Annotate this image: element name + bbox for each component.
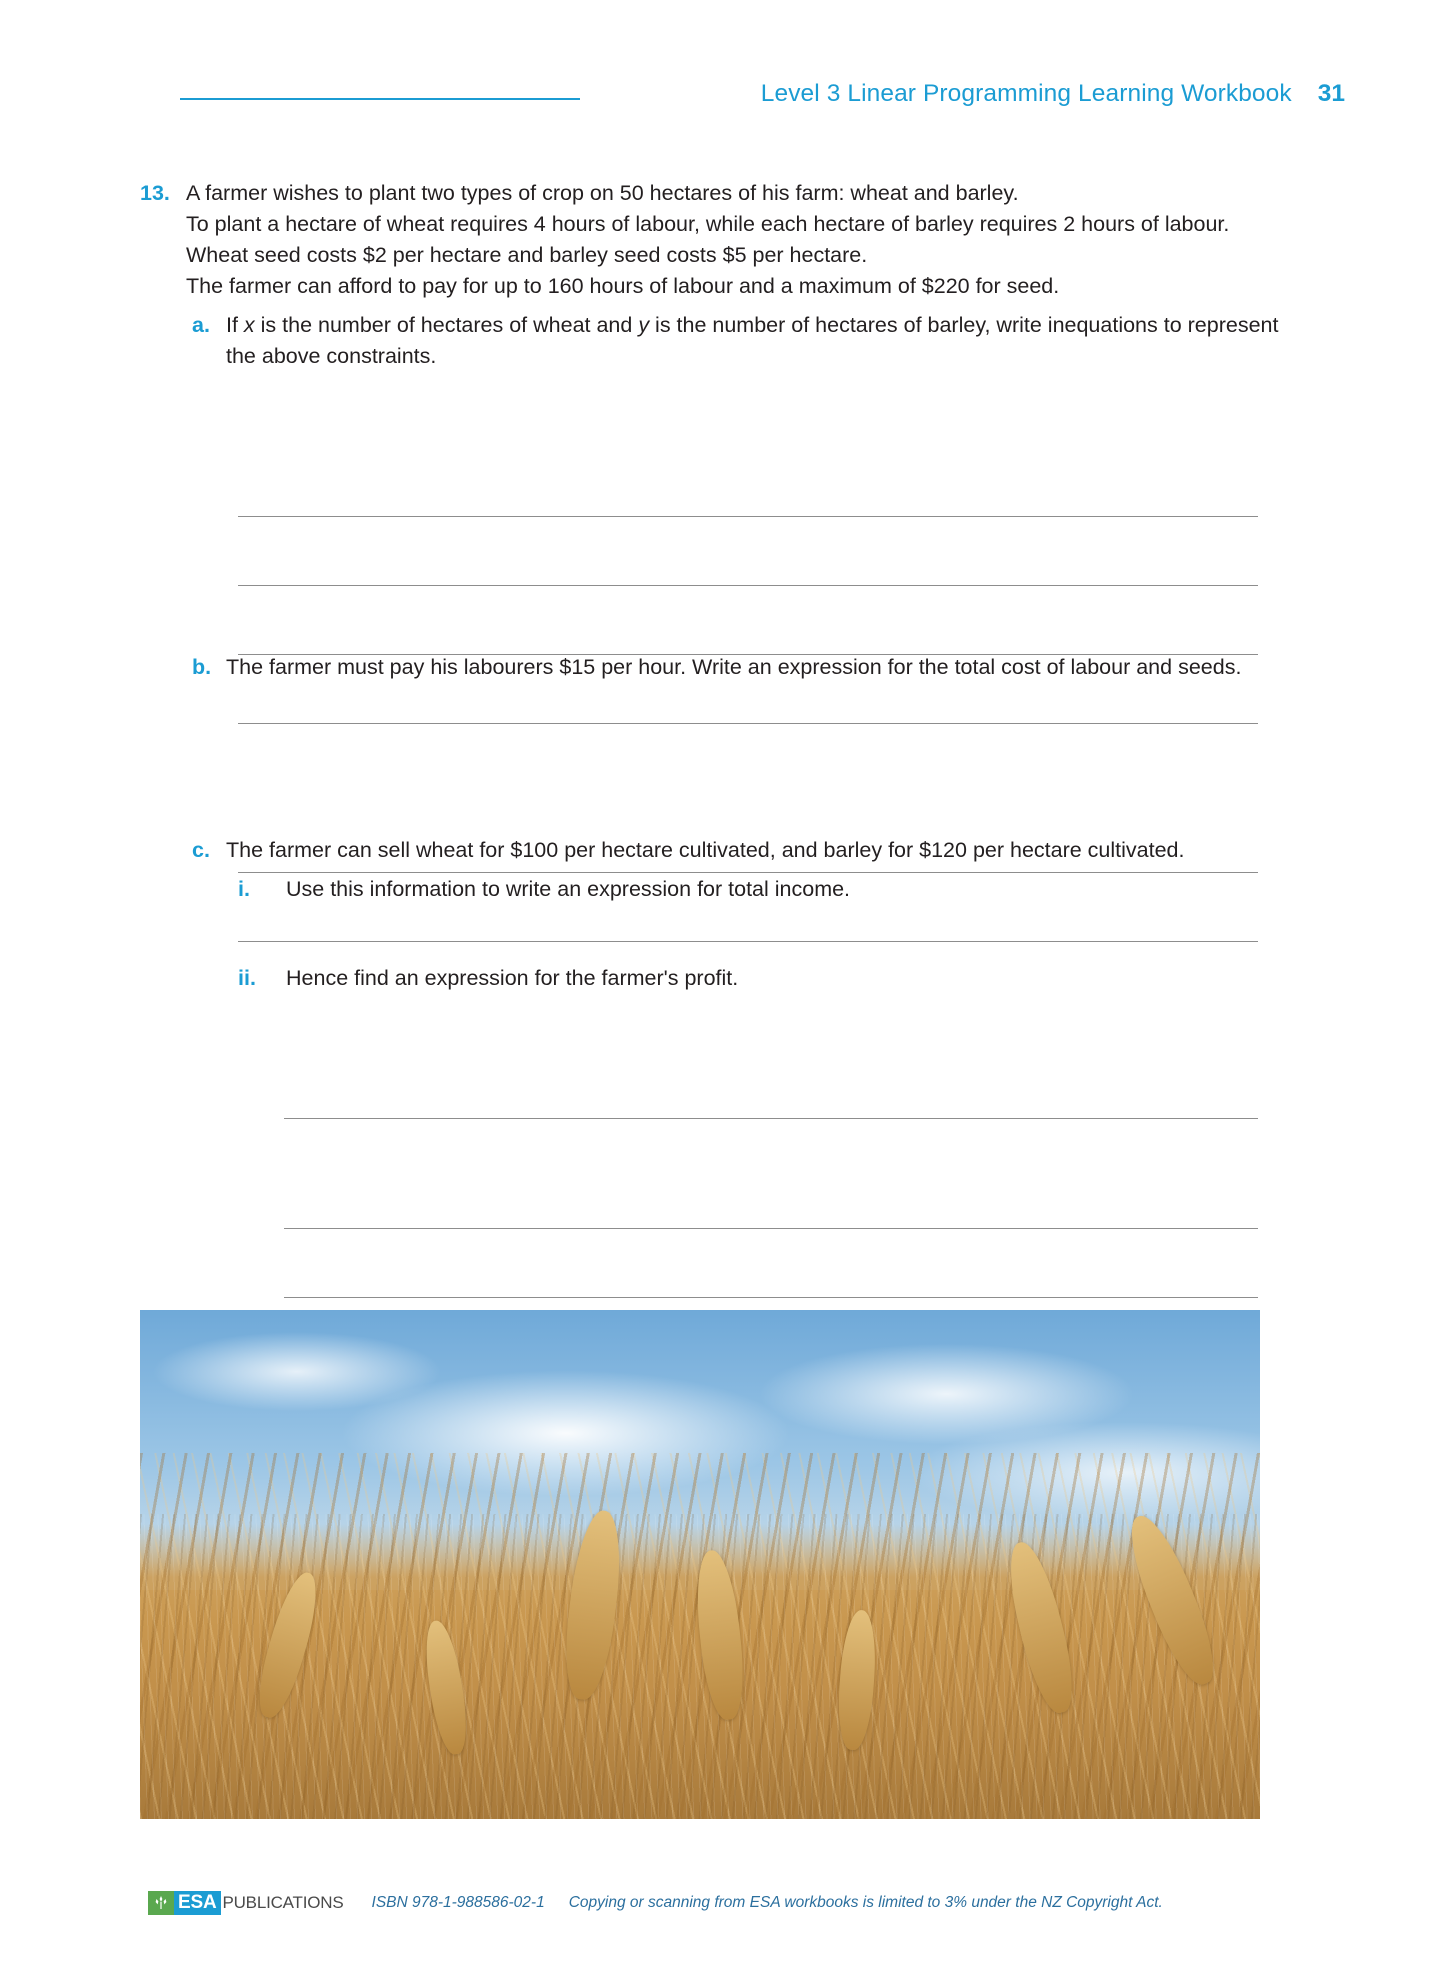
part-c-i-label: i.: [238, 877, 250, 901]
question-line-1: A farmer wishes to plant two types of crop on 50 hectares of his farm: wheat and barley.: [186, 181, 1019, 205]
question-intro: [140, 178, 1300, 302]
part-c-ii-label: ii.: [238, 966, 256, 990]
answer-line[interactable]: [238, 585, 1258, 586]
part-c-i-text: Use this information to write an expression for total income.: [286, 877, 851, 901]
part-b-label: b.: [192, 655, 212, 679]
header-title: Level 3 Linear Programming Learning Workbook: [760, 80, 1292, 107]
page-header: [180, 74, 1345, 114]
part-b-text: The farmer must pay his labourers $15 per hour. Write an expression for the total cost of labour and seeds.: [226, 655, 1242, 679]
question-line-3: Wheat seed costs $2 per hectare and barley seed costs $5 per hectare.: [186, 243, 868, 267]
part-a-text-3: is the number of hectares of barley, write inequations to represent the above constraints.: [226, 313, 1279, 368]
header-rule: [180, 98, 580, 100]
question-number: 13.: [140, 181, 170, 205]
answer-line[interactable]: [238, 872, 1258, 873]
part-a-label: a.: [192, 313, 210, 337]
part-c-i: [238, 874, 1300, 905]
answer-line[interactable]: [238, 723, 1258, 724]
answer-line[interactable]: [284, 1297, 1258, 1298]
variable-x: x: [243, 313, 255, 337]
part-c-label: c.: [192, 838, 210, 862]
page-footer: [148, 1890, 1163, 1916]
part-a-text: [226, 310, 1300, 372]
photo-grain-texture: [140, 1514, 1260, 1819]
answer-line[interactable]: [238, 941, 1258, 942]
isbn-text: ISBN 978-1-988586-02-1: [371, 1894, 545, 1911]
part-c: [186, 835, 1300, 866]
wheat-sheaf-icon: [148, 1891, 174, 1915]
esa-wordmark: ESA: [174, 1891, 221, 1915]
variable-y: y: [638, 313, 650, 337]
wheat-field-photo: [140, 1310, 1260, 1819]
answer-line[interactable]: [238, 516, 1258, 517]
part-c-ii-text: Hence find an expression for the farmer's profit.: [286, 966, 739, 990]
part-a-text-1: If: [226, 313, 244, 337]
part-c-text: The farmer can sell wheat for $100 per hectare cultivated, and barley for $120 per hectare cultivated.: [226, 838, 1185, 862]
question-stem: [186, 178, 1300, 302]
esa-logo: [148, 1890, 344, 1916]
esa-publications-label: PUBLICATIONS: [222, 1893, 344, 1912]
part-a: [186, 310, 1300, 372]
answer-line[interactable]: [284, 1118, 1258, 1119]
page-number: 31: [1317, 80, 1345, 107]
question-line-2: To plant a hectare of wheat requires 4 hours of labour, while each hectare of barley requires 2 hours of labour.: [186, 212, 1230, 236]
answer-line[interactable]: [238, 654, 1258, 655]
part-a-text-2: is the number of hectares of wheat and: [254, 313, 639, 337]
answer-line[interactable]: [284, 1228, 1258, 1229]
part-c-ii: [238, 963, 1300, 994]
part-b: [186, 652, 1300, 683]
copyright-note: Copying or scanning from ESA workbooks is limited to 3% under the NZ Copyright Act.: [568, 1894, 1163, 1911]
question-line-4: The farmer can afford to pay for up to 160 hours of labour and a maximum of $220 for seed.: [186, 274, 1060, 298]
